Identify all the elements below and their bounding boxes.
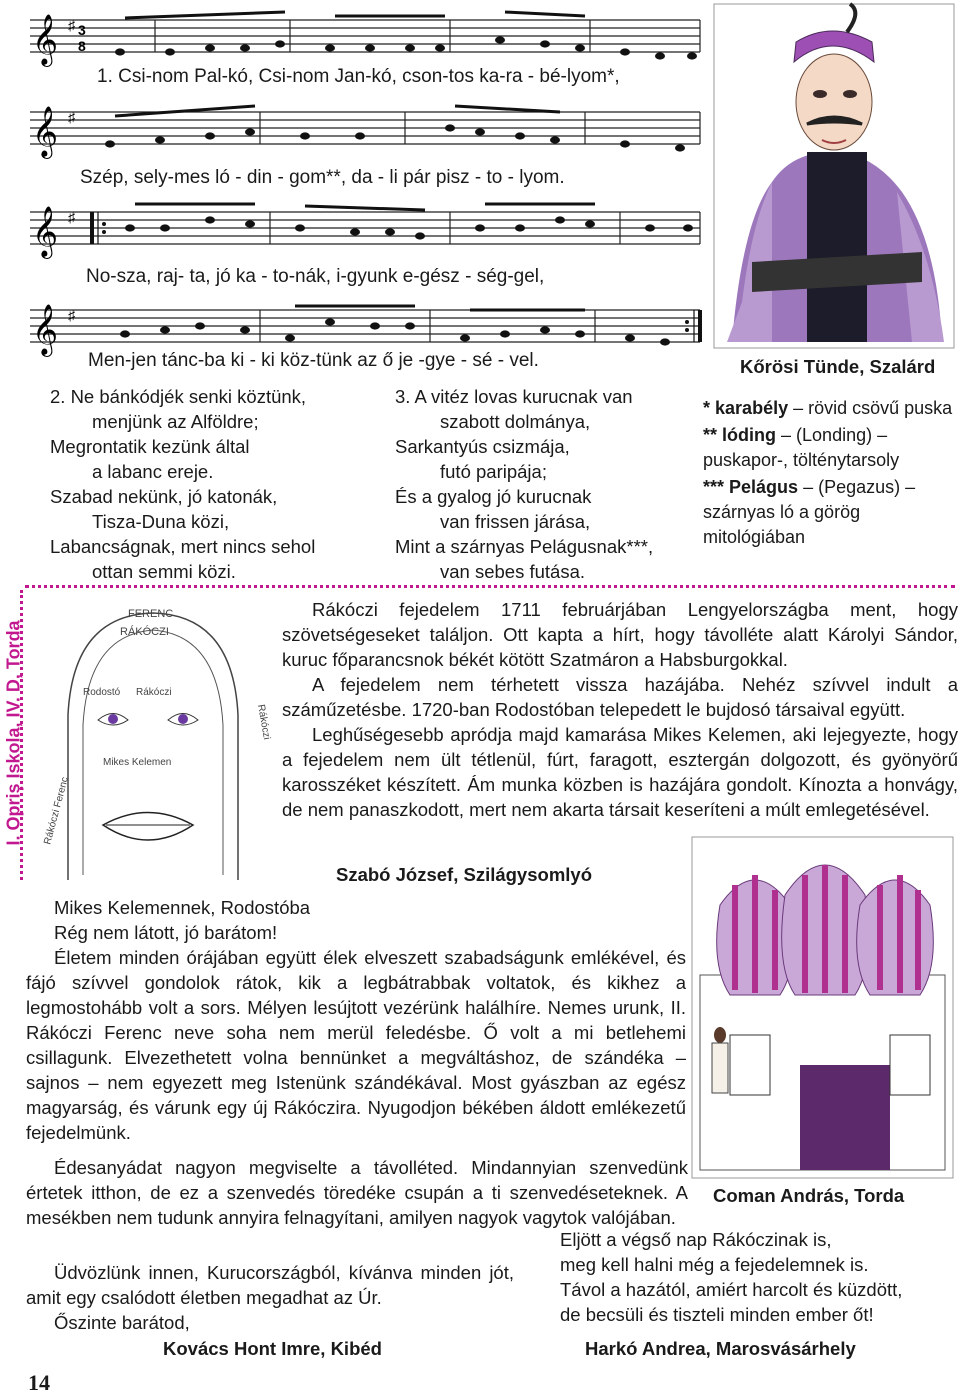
verse2-line: Megrontatik kezünk által bbox=[50, 436, 250, 457]
final-poem bbox=[560, 1227, 902, 1327]
svg-text:𝄞: 𝄞 bbox=[32, 106, 59, 157]
face-text-line: Rákóczi Ferenc bbox=[42, 775, 71, 846]
glossary-entry: *** Pelágus – (Pegazus) – szárnyas ló a görög mitológiában bbox=[703, 477, 916, 547]
svg-text:♯: ♯ bbox=[68, 307, 75, 323]
letter-paragraph-1: Életem minden órájában együtt élek elveszett szabadságunk emlékével, és fájó szívvel gondolok rátok, kik a legbátrabbak voltatok, és kikhez a legmostohább volt a sors. Mélyen lesújtott vezérünk halálhíre. Nemes urunk, II. Rákóczi Ferenc neve soha nem merül feledésbe. Ő volt a mi betlehemi csillagunk. Elvezethetett volna bennünket a megváltáshoz, de szándéka – sajnos – nem egyezett meg Istenünk szándékával. Most gyászban az egész magyarság, és várunk egy új Rákóczira. Nyugodjon békében áldott emlékezetű fejedelmünk. bbox=[26, 947, 686, 1143]
letter-signature: Kovács Hont Imre, Kibéd bbox=[163, 1338, 382, 1359]
letter-greeting-2: Rég nem látott, jó barátom! bbox=[54, 922, 278, 943]
lyric-line-2: Szép, sely-mes ló - din - gom**, da - li pár pisz - to - lyom. bbox=[80, 167, 565, 188]
time-signature-bottom: 8 bbox=[78, 38, 86, 54]
glossary bbox=[703, 396, 955, 550]
svg-text:𝄞: 𝄞 bbox=[32, 206, 59, 257]
time-signature-top: 3 bbox=[78, 22, 86, 38]
verse2-line: Tisza-Duna közi, bbox=[92, 511, 230, 532]
face-text-line: Rákóczi bbox=[136, 687, 172, 698]
verse2-line: Szabad nekünk, jó katonák, bbox=[50, 486, 278, 507]
prose-paragraph: Rákóczi fejedelem 1711 februárjában Lengyelországba ment, hogy szövetségeseket találjon. Ott kapta a hírt, hogy távolléte alatt Károlyi Sándor, kuruc főparancsnok békét kötött Szatmáron a Habsburgokkal. bbox=[282, 599, 958, 670]
poem-line: Távol a hazától, amiért harcolt és küzdött, bbox=[560, 1279, 903, 1300]
credit-poem: Harkó Andrea, Marosvásárhely bbox=[585, 1338, 856, 1359]
verse3-line: Mint a szárnyas Pelágusnak***, bbox=[395, 536, 654, 557]
vertical-school-credit: I. Opriş Iskola, IV. D, Torda bbox=[3, 620, 24, 846]
poem-line: meg kell halni még a fejedelemnek is. bbox=[560, 1254, 869, 1275]
page-number: 14 bbox=[28, 1370, 50, 1395]
prose-paragraph: A fejedelem nem térhetett vissza hazájába. Nehéz szívvel indult a száműzetésbe. 1720-ban Rodostóban telepedett le bujdosó társaival együtt. bbox=[282, 674, 958, 720]
glossary-entry: ** lóding – (Londing) – puskapor-, tölténytarsoly bbox=[703, 425, 900, 470]
poem-line: de becsüli és tiszteli minden ember őt! bbox=[560, 1304, 874, 1325]
verse-3 bbox=[395, 384, 653, 584]
lyric-line-4: Men-jen tánc-ba ki - ki köz-tünk az ő je -gye - sé - vel. bbox=[88, 350, 539, 371]
music-staff-3 bbox=[30, 200, 710, 260]
svg-text:𝄞: 𝄞 bbox=[32, 304, 59, 355]
face-text-line: Mikes Kelemen bbox=[103, 757, 172, 768]
credit-prose: Szabó József, Szilágysomlyó bbox=[336, 864, 592, 885]
credit-castle: Coman András, Torda bbox=[713, 1185, 905, 1206]
lyric-line-1: 1. Csi-nom Pal-kó, Csi-nom Jan-kó, cson-tos ka-ra - bé-lyom*, bbox=[97, 66, 620, 87]
letter-paragraph-2: Édesanyádat nagyon megviselte a távolléted. Mindannyian szenvedünk értetek itthon, de ez a szenvedés töredéke csupán a ti szenvedéseteknek. A mesékben nem tudunk annyira felnagyítani, amilyen nagyok vagytok valójában. bbox=[26, 1157, 688, 1228]
verse2-line: Labancságnak, mert nincs sehol bbox=[50, 536, 316, 557]
music-staff-2 bbox=[30, 100, 710, 160]
castle-drawing bbox=[690, 835, 955, 1180]
letter-closing: Őszinte barátod, bbox=[54, 1312, 190, 1333]
face-text-line: RÁKÓCZI bbox=[120, 626, 169, 638]
face-text-line: Rákóczi bbox=[255, 703, 273, 741]
verse3-line: Sarkantyús csizmája, bbox=[395, 436, 570, 457]
svg-text:𝄞: 𝄞 bbox=[32, 14, 59, 65]
verse3-line: van frissen járása, bbox=[440, 511, 591, 532]
svg-text:♯: ♯ bbox=[68, 17, 75, 33]
verse2-line: ottan semmi közi. bbox=[92, 561, 236, 582]
kuruc-portrait-drawing bbox=[712, 2, 956, 350]
poem-line: Eljött a végső nap Rákóczinak is, bbox=[560, 1229, 832, 1250]
glossary-entry: * karabély – rövid csövű puska bbox=[703, 398, 953, 418]
verse3-line: 3. A vitéz lovas kurucnak van bbox=[395, 386, 633, 407]
verse3-line: És a gyalog jó kurucnak bbox=[395, 486, 592, 507]
verse3-line: szabott dolmánya, bbox=[440, 411, 591, 432]
svg-text:♯: ♯ bbox=[68, 209, 75, 225]
letter-greeting-1: Mikes Kelemennek, Rodostóba bbox=[54, 897, 311, 918]
credit-portrait: Kőrösi Tünde, Szalárd bbox=[740, 356, 936, 377]
dotted-separator bbox=[25, 585, 955, 588]
verse2-line: 2. Ne bánkódjék senki köztünk, bbox=[50, 386, 307, 407]
music-staff-1 bbox=[30, 8, 710, 68]
svg-text:♯: ♯ bbox=[68, 109, 75, 125]
verse3-line: van sebes futása. bbox=[440, 561, 586, 582]
music-staff-4 bbox=[30, 298, 710, 358]
prose-block bbox=[282, 597, 958, 822]
lyric-line-3: No-sza, raj- ta, jó ka - to-nák, i-gyunk e-gész - ség-gel, bbox=[86, 266, 545, 287]
verse3-line: futó paripája; bbox=[440, 461, 547, 482]
prose-paragraph: Leghűségesebb apródja majd kamarása Mikes Kelemen, aki lejegyezte, hogy a fejedelem nem ült tétlenül, fúrt, faragott, esztergán dolgozott, és gyönyörű karosszéket készített. Ám munka közben is hazájára gondolt. Kínozta a honvágy, de nem panaszkodott, mert nem akarta társait keseríteni a múlt emlegetésével. bbox=[282, 724, 958, 820]
verse2-line: a labanc ereje. bbox=[92, 461, 214, 482]
verse2-line: menjünk az Alföldre; bbox=[92, 411, 259, 432]
face-drawing bbox=[28, 595, 278, 885]
face-text-line: Rodostó bbox=[83, 687, 121, 698]
letter-paragraph-3: Üdvözlünk innen, Kurucországból, kívánva minden jót, amit egy csalódott életben megadhat az Úr. bbox=[26, 1262, 514, 1308]
face-text-line: FERENC bbox=[128, 608, 174, 620]
verse-2 bbox=[50, 384, 315, 584]
